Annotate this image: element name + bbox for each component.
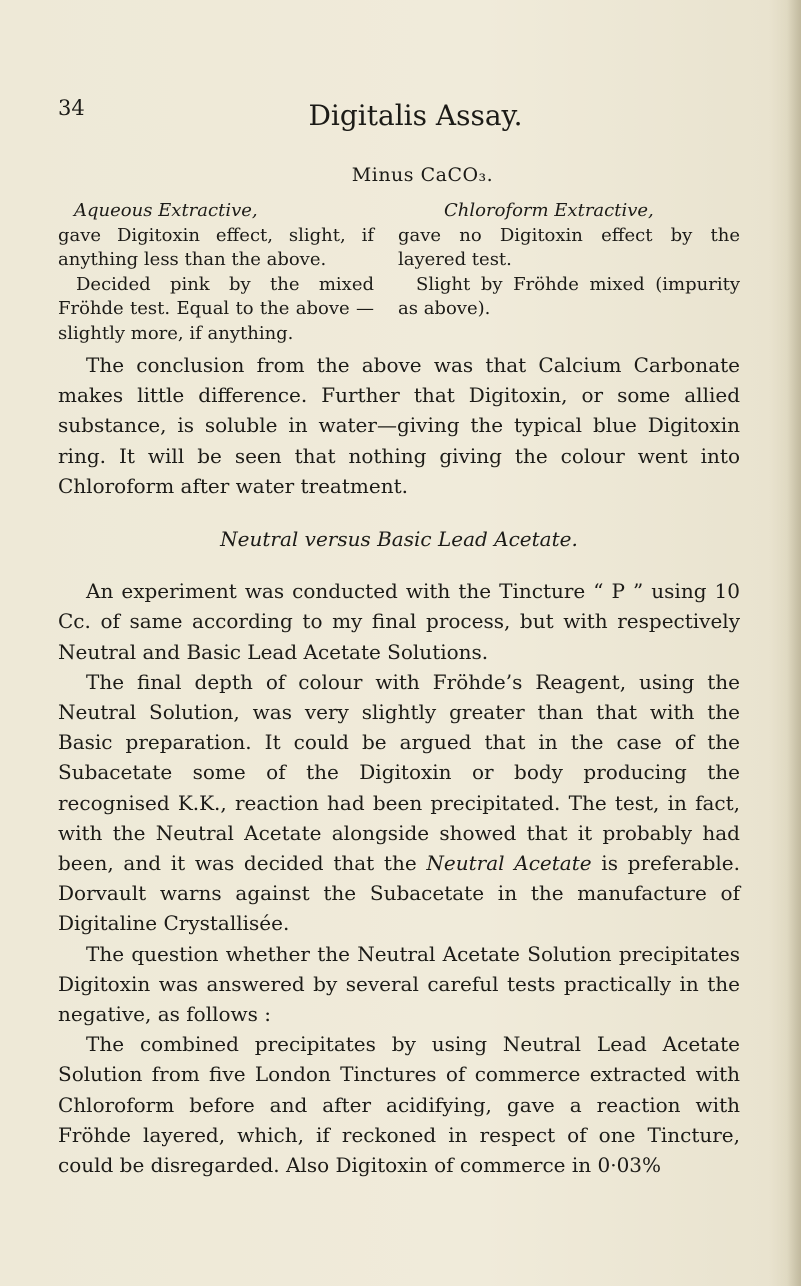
- section-title: Neutral versus Basic Lead Acetate.: [220, 527, 578, 552]
- body-text: [58, 350, 740, 1180]
- reagent-text-2: is preferable. Dorvault warns against the Subacetate in the manufacture of Digitaline Crystallisée.: [58, 851, 740, 936]
- reagent-text-1: The final depth of colour with Fröhde’s Reagent, using the Neutral Solution, was very slightly greater than that with the Basic preparation. It could be argued that in the case of the Subacetate some of the Digitoxin or body producing the recognised K.K., reaction had been precipitated. The test, in fact, with the Neutral Acetate alongside showed that it probably had been, and it was decided that the: [58, 669, 740, 876]
- question-paragraph: The question whether the Neutral Acetate Solution precipitates Digitoxin was answered by several careful tests practically in the negative, as follows :: [58, 941, 740, 1027]
- chloroform-column: [398, 199, 740, 322]
- chloroform-para-1: gave no Digitoxin effect by the layered test.: [398, 224, 740, 270]
- page-edge-shadow: [787, 0, 801, 1286]
- minus-heading: Minus CaCO₃.: [351, 164, 494, 186]
- aqueous-para-2: Decided pink by the mixed Fröhde test. Equal to the above —slightly more, if anything.: [58, 273, 374, 344]
- running-title: Digitalis Assay.: [308, 99, 523, 132]
- aqueous-heading: Aqueous Extractive,: [74, 200, 258, 221]
- chloroform-heading: Chloroform Extractive,: [444, 200, 654, 221]
- conclusion-paragraph: The conclusion from the above was that Calcium Carbonate makes little difference. Further that Digitoxin, or some allied substance, is soluble in water—giving the typical blue Digitoxin ring. It will be seen that nothing giving the colour went into Chloroform after water treatment.: [58, 353, 740, 498]
- reagent-paragraph: [58, 667, 740, 939]
- aqueous-para-1: gave Digitoxin effect, slight, if anything less than the above.: [58, 224, 374, 270]
- chloroform-para-2: Slight by Fröhde mixed (impurity as above).: [398, 273, 740, 319]
- page-number: 34: [58, 96, 85, 120]
- neutral-acetate-emphasis: Neutral Acetate: [426, 851, 592, 876]
- experiment-paragraph: An experiment was conducted with the Tincture “ P ” using 10 Cc. of same according to my final process, but with respectively Neutral and Basic Lead Acetate Solutions.: [58, 579, 740, 664]
- aqueous-column: [58, 199, 374, 346]
- precipitates-paragraph: The combined precipitates by using Neutral Lead Acetate Solution from five London Tinctures of commerce extracted with Chloroform before and after acidifying, gave a reaction with Fröhde layered, which, if reckoned in respect of one Tincture, could be disregarded. Also Digitoxin of commerce in 0·03%: [58, 1032, 740, 1178]
